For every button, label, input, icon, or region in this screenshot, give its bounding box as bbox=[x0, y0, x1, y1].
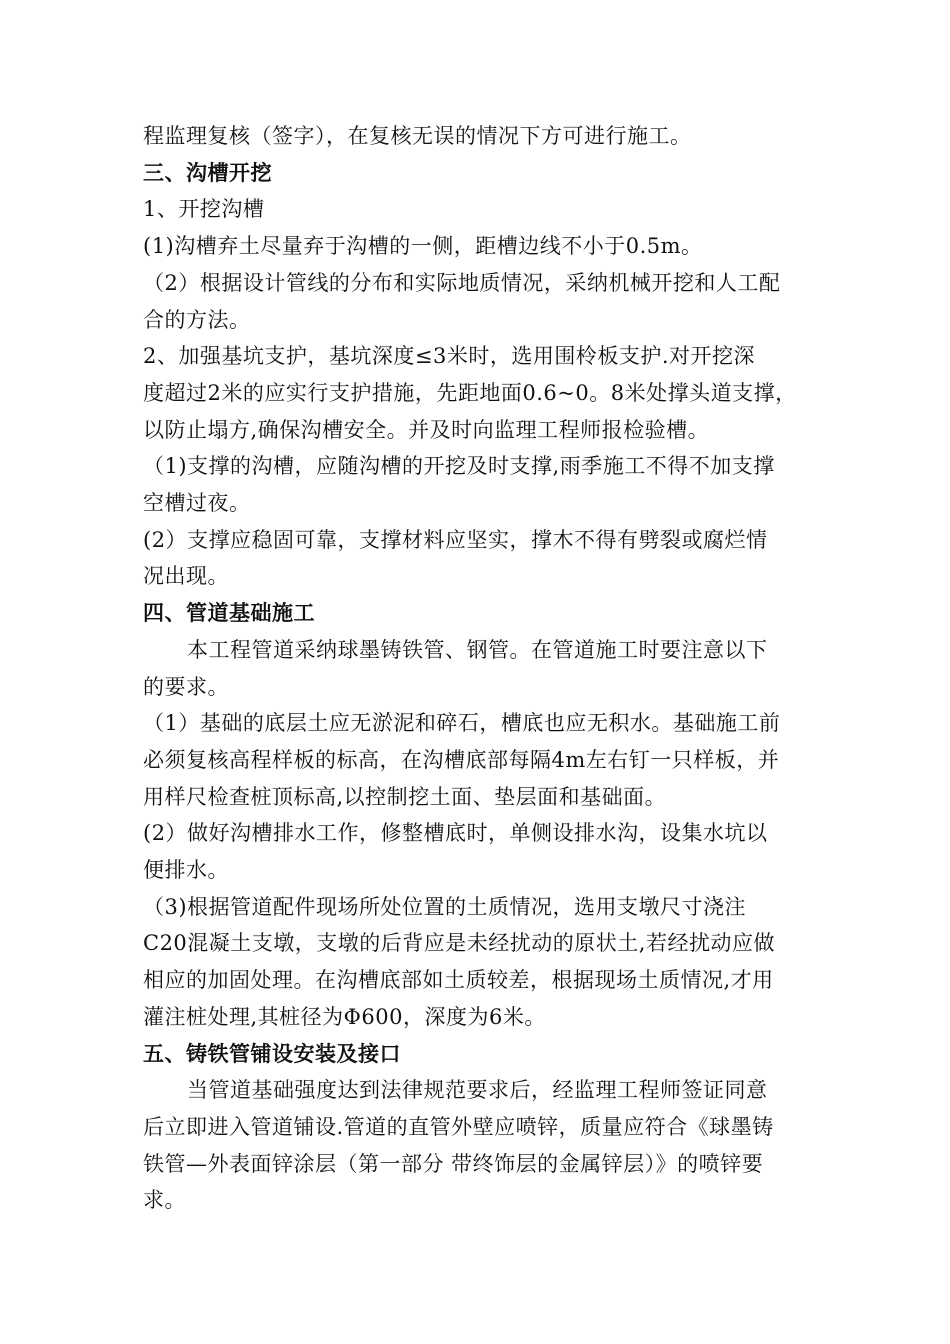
paragraph-line: 空槽过夜。 bbox=[143, 491, 251, 516]
paragraph-line: (1)沟槽弃土尽量弃于沟槽的一侧，距槽边线不小于0.5m。 bbox=[143, 234, 703, 259]
paragraph-line: 用样尺检查桩顶标高,以控制挖土面、垫层面和基础面。 bbox=[143, 784, 667, 809]
paragraph-line: （1）基础的底层土应无淤泥和碎石，槽底也应无积水。基础施工前 bbox=[143, 711, 781, 736]
paragraph-line: 当管道基础强度达到法律规范要求后，经监理工程师签证同意 bbox=[187, 1078, 768, 1103]
subheading-excavate-trench: 1、开挖沟槽 bbox=[143, 197, 265, 222]
paragraph-line: （2）根据设计管线的分布和实际地质情况，采纳机械开挖和人工配 bbox=[143, 270, 781, 295]
paragraph-line: 铁管—外表面锌涂层（第一部分 带终饰层的金属锌层）》的喷锌要 bbox=[143, 1151, 764, 1176]
paragraph-line: 以防止塌方,确保沟槽安全。并及时向监理工程师报检验槽。 bbox=[143, 417, 710, 442]
paragraph-line: 便排水。 bbox=[143, 858, 229, 883]
paragraph-line: 合的方法。 bbox=[143, 307, 251, 332]
paragraph-line: 求。 bbox=[143, 1188, 186, 1213]
paragraph-line: C20混凝土支墩，支墩的后背应是未经扰动的原状土,若经扰动应做 bbox=[143, 931, 775, 956]
paragraph-line: 2、加强基坑支护，基坑深度≤3米时，选用围柃板支护.对开挖深 bbox=[143, 344, 755, 369]
paragraph-line: 必须复核高程样板的标高，在沟槽底部每隔4m左右钉一只样板，并 bbox=[143, 747, 780, 772]
paragraph-line: (2）支撑应稳固可靠，支撑材料应坚实，撑木不得有劈裂或腐烂情 bbox=[143, 527, 768, 552]
paragraph-line: 灌注桩处理,其桩径为Φ600，深度为6米。 bbox=[143, 1004, 546, 1029]
paragraph-line: 况出现。 bbox=[143, 564, 229, 589]
paragraph-line: 后立即进入管道铺设.管道的直管外壁应喷锌，质量应符合《球墨铸 bbox=[143, 1114, 774, 1139]
paragraph-line: (2）做好沟槽排水工作，修整槽底时，单侧设排水沟，设集水坑以 bbox=[143, 821, 768, 846]
section-heading-cast-iron-pipe: 五、铸铁管铺设安装及接口 bbox=[143, 1041, 401, 1066]
paragraph-line: 程监理复核（签字），在复核无误的情况下方可进行施工。 bbox=[143, 124, 692, 148]
document-body bbox=[143, 118, 823, 1219]
section-heading-pipe-foundation: 四、管道基础施工 bbox=[143, 601, 315, 626]
paragraph-line: 本工程管道采纳球墨铸铁管、钢管。在管道施工时要注意以下 bbox=[187, 637, 768, 662]
paragraph-line: 相应的加固处理。在沟槽底部如土质较差，根据现场土质情况,才用 bbox=[143, 968, 774, 993]
paragraph-line: （3)根据管道配件现场所处位置的土质情况，选用支墩尺寸浇注 bbox=[143, 894, 747, 919]
section-heading-trench-excavation: 三、沟槽开挖 bbox=[143, 160, 272, 185]
paragraph-line: 的要求。 bbox=[143, 674, 229, 699]
paragraph-line: 度超过2米的应实行支护措施，先距地面0.6~0。8米处撑头道支撑， bbox=[143, 380, 797, 405]
paragraph-line: （1)支撑的沟槽，应随沟槽的开挖及时支撑,雨季施工不得不加支撑 bbox=[143, 454, 775, 479]
